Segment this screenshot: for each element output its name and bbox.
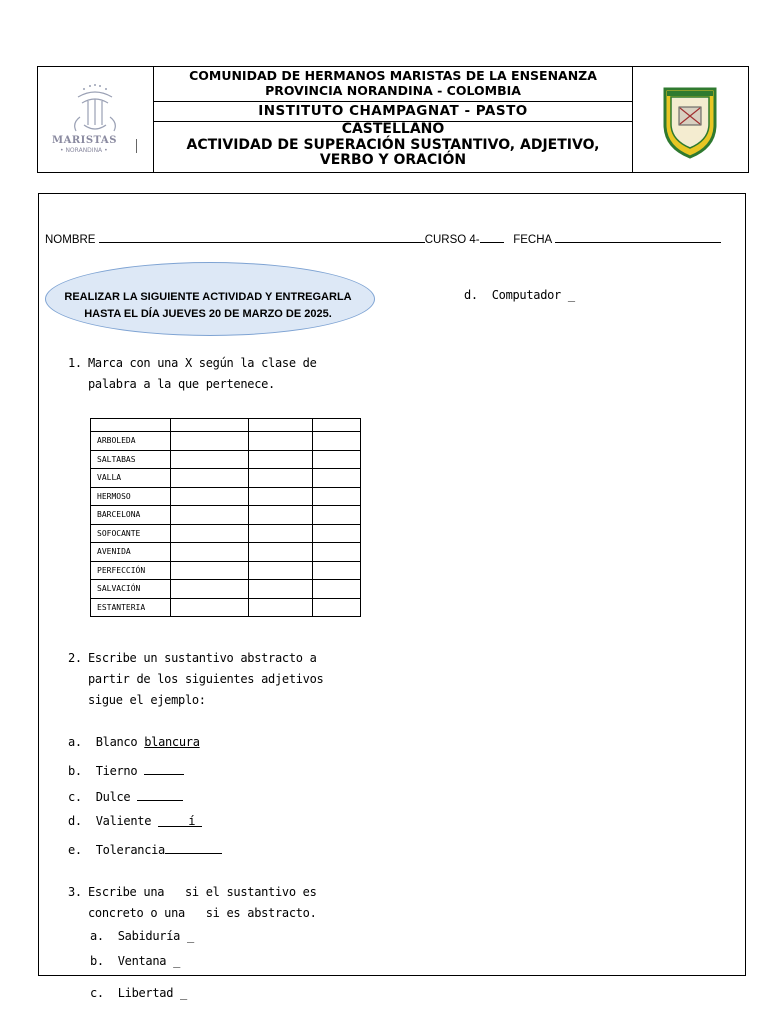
item-word: Blanco <box>95 735 138 749</box>
table-row <box>91 580 361 599</box>
item-letter: a. <box>90 929 104 943</box>
example-answer: blancura <box>144 735 200 749</box>
answer-blank[interactable] <box>144 762 184 775</box>
champagnat-shield-icon <box>633 67 748 172</box>
item-word: Libertad _ <box>117 986 187 1000</box>
item-letter: c. <box>68 790 82 804</box>
fecha-field[interactable] <box>555 231 721 243</box>
header-titles <box>154 67 632 172</box>
word-cell: PERFECCIÓN <box>91 561 171 580</box>
answer-blank[interactable] <box>137 788 183 801</box>
nombre-field[interactable] <box>99 231 425 243</box>
question-2-line-1: Escribe un sustantivo abstracto a <box>88 651 317 665</box>
community-title <box>154 67 632 102</box>
list-item <box>68 814 202 828</box>
maristas-emblem-icon <box>38 67 153 172</box>
activity-line-1: ACTIVIDAD DE SUPERACIÓN SUSTANTIVO, ADJETIVO, <box>186 136 600 153</box>
word-classification-table <box>90 418 361 617</box>
institute-title: INSTITUTO CHAMPAGNAT - PASTO <box>154 101 632 122</box>
activity-title <box>154 122 632 172</box>
document-header <box>37 66 749 173</box>
student-fields <box>45 231 721 246</box>
champagnat-logo <box>632 67 748 172</box>
notice-line-1: REALIZAR LA SIGUIENTE ACTIVIDAD Y ENTREGARLA <box>64 291 352 303</box>
table-row <box>91 506 361 525</box>
item-word: Dulce <box>95 790 131 804</box>
question-2-line-2: partir de los siguientes adjetivos <box>88 672 324 686</box>
maristas-logo-text: MARISTAS <box>52 135 117 146</box>
question-1-line-1: Marca con una X según la clase de <box>88 356 317 370</box>
question-2 <box>68 648 323 711</box>
item-word: Sabiduría _ <box>117 929 194 943</box>
item-letter: b. <box>68 764 82 778</box>
list-item <box>68 762 184 778</box>
list-item <box>68 788 183 804</box>
subject-line: CASTELLANO <box>341 121 445 137</box>
question-3-line-1: Escribe una si el sustantivo es <box>88 885 317 899</box>
table-row <box>91 598 361 617</box>
list-item <box>90 986 187 1000</box>
answer-blank[interactable] <box>165 841 222 854</box>
item-word: Tolerancia <box>95 843 165 857</box>
item-letter: d. <box>68 814 82 828</box>
curso-field[interactable] <box>480 231 504 243</box>
word-cell: BARCELONA <box>91 506 171 525</box>
notice-text <box>48 289 368 323</box>
word-cell: HERMOSO <box>91 487 171 506</box>
answer-hint: í <box>188 814 196 828</box>
province-line: PROVINCIA NORANDINA - COLOMBIA <box>265 83 521 98</box>
item-word: Valiente <box>95 814 152 828</box>
item-word: Tierno <box>95 764 138 778</box>
question-3 <box>68 882 317 924</box>
list-item <box>90 929 194 943</box>
list-item <box>68 841 222 857</box>
item-letter: d. <box>464 288 478 302</box>
community-line: COMUNIDAD DE HERMANOS MARISTAS DE LA ENSENANZA <box>189 68 597 83</box>
list-item <box>90 954 180 968</box>
word-cell: SALVACIÓN <box>91 580 171 599</box>
question-1 <box>68 353 317 395</box>
word-cell: ESTANTERIA <box>91 598 171 617</box>
activity-line-2: VERBO Y ORACIÓN <box>319 152 467 168</box>
question-2-number: 2. <box>68 651 82 665</box>
question-1-number: 1. <box>68 356 82 370</box>
answer-blank[interactable] <box>158 814 202 827</box>
question-2-line-3: sigue el ejemplo: <box>88 693 206 707</box>
item-letter: b. <box>90 954 104 968</box>
item-word: Computador _ <box>491 288 575 302</box>
word-cell: ARBOLEDA <box>91 432 171 451</box>
logo-divider <box>136 139 137 153</box>
question-3-number: 3. <box>68 885 82 899</box>
question-3-line-2: concreto o una si es abstracto. <box>88 906 317 920</box>
item-word: Ventana _ <box>117 954 181 968</box>
fecha-label: FECHA <box>513 234 553 246</box>
word-cell: SOFOCANTE <box>91 524 171 543</box>
table-row <box>91 450 361 469</box>
word-cell: SALTABAS <box>91 450 171 469</box>
word-cell: VALLA <box>91 469 171 488</box>
table-row <box>91 561 361 580</box>
list-item <box>68 735 200 749</box>
nombre-label: NOMBRE <box>45 234 96 246</box>
maristas-logo <box>38 67 154 172</box>
question-1-line-2: palabra a la que pertenece. <box>88 377 275 391</box>
table-row <box>91 469 361 488</box>
table-header-row <box>91 419 361 432</box>
item-letter: c. <box>90 986 104 1000</box>
notice-line-2: HASTA EL DÍA JUEVES 20 DE MARZO DE 2025. <box>84 308 332 320</box>
table-row <box>91 432 361 451</box>
table-row <box>91 524 361 543</box>
item-letter: a. <box>68 735 82 749</box>
norandina-logo-text: • NORANDINA • <box>60 147 108 154</box>
table-row <box>91 543 361 562</box>
item-letter: e. <box>68 843 82 857</box>
curso-label: CURSO 4- <box>424 234 480 246</box>
table-row <box>91 487 361 506</box>
word-cell: AVENIDA <box>91 543 171 562</box>
list-item <box>464 288 575 302</box>
